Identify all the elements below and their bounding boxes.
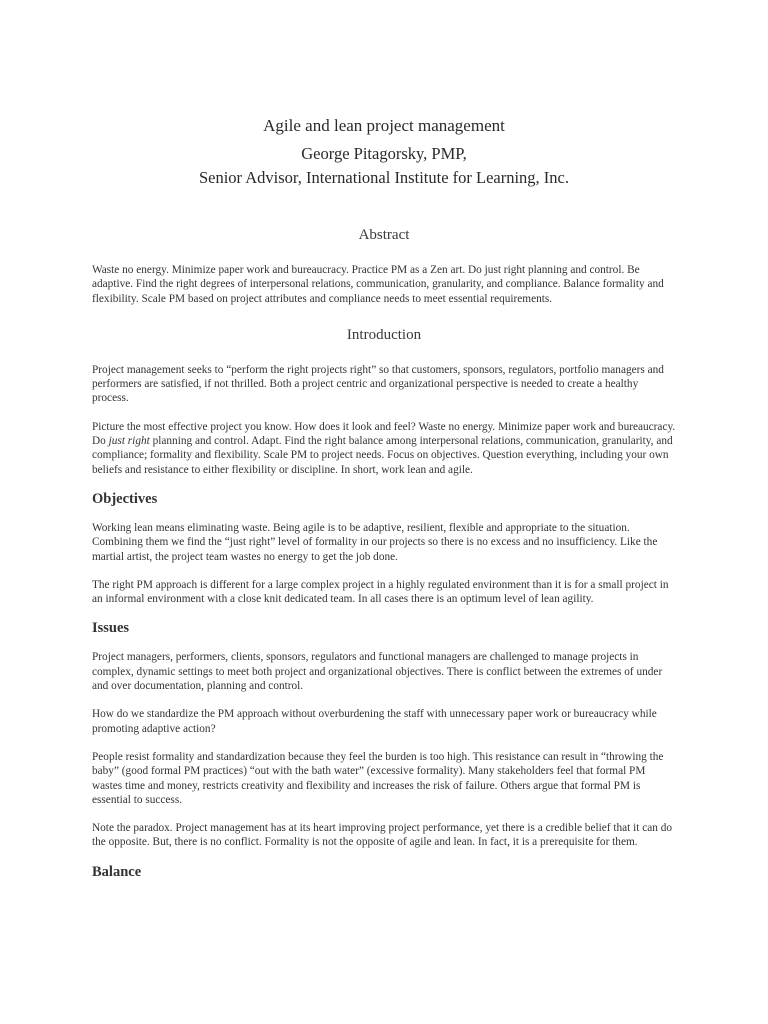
introduction-paragraph-2	[92, 420, 676, 477]
issues-paragraph-3: People resist formality and standardization because they feel the burden is too high. This resistance can result in “throwing the baby” (good formal PM practices) “out with the bath water” (excessive formality). Many stakeholders feel that formal PM wastes time and money, restricts creativity and flexibility and increases the risk of failure. Others argue that formal PM is essential to success.	[92, 750, 664, 806]
issues-paragraph-1: Project managers, performers, clients, sponsors, regulators and functional managers are challenged to manage projects in complex, dynamic settings to meet both project and organizational objectives. There is conflict between the extremes of under and over documentation, planning and control.	[92, 651, 663, 693]
intro-p2-text-before: Picture the most effective project you know. How does it look and feel? Waste no energy. Minimize paper work and bureaucracy. Do	[92, 420, 676, 448]
abstract-paragraph: Waste no energy. Minimize paper work and bureaucracy. Practice PM as a Zen art. Do just right planning and control. Be adaptive. Find the right degrees of interpersonal relations, communication, granularity, and compliance. Balance formality and flexibility. Scale PM based on project attributes and compliance needs to meet essential requirements.	[92, 264, 664, 305]
abstract-heading: Abstract	[358, 227, 410, 243]
document-title: Agile and lean project management	[263, 116, 505, 135]
issues-heading: Issues	[92, 620, 130, 637]
intro-p2-text-after: planning and control. Adapt. Find the right balance among interpersonal relations, communication, granularity, and compliance; formality and flexibility. Scale PM to project needs. Focus on objectives. Question everything, including your own beliefs and resistance to either flexibility or discipline. In short, work lean and agile.	[92, 435, 673, 476]
objectives-paragraph-1: Working lean means eliminating waste. Being agile is to be adaptive, resilient, flexible and appropriate to the situation. Combining them we find the “just right” level of formality in our projects so there is no excess and no insufficiency. Like the martial artist, the project team wastes no energy to get the job done.	[92, 521, 658, 563]
objectives-paragraph-2: The right PM approach is different for a large complex project in a highly regulated environment than it is for a small project in an informal environment with a close knit dedicated team. In all cases there is an optimum level of lean agility.	[92, 578, 669, 606]
objectives-heading: Objectives	[92, 490, 158, 507]
issues-paragraph-4: Note the paradox. Project management has at its heart improving project performance, yet there is a credible belief that it can do the opposite. But, there is no conflict. Formality is not the opposite of agile and lean. In fact, it is a prerequisite for them.	[92, 822, 672, 849]
issues-paragraph-2: How do we standardize the PM approach without overburdening the staff with unnecessary paper work or bureaucracy while promoting adaptive action?	[92, 708, 657, 735]
balance-heading: Balance	[92, 863, 142, 880]
intro-p2-emphasis: just right	[108, 435, 150, 448]
author-affiliation: Senior Advisor, International Institute for Learning, Inc.	[198, 168, 570, 187]
author-name: George Pitagorsky, PMP,	[301, 144, 467, 163]
introduction-heading: Introduction	[346, 326, 422, 343]
introduction-paragraph-1: Project management seeks to “perform the right projects right” so that customers, sponsors, regulators, portfolio managers and performers are satisfied, if not thrilled. Both a project centric and organizational perspective is needed to create a healthy process.	[92, 363, 664, 405]
